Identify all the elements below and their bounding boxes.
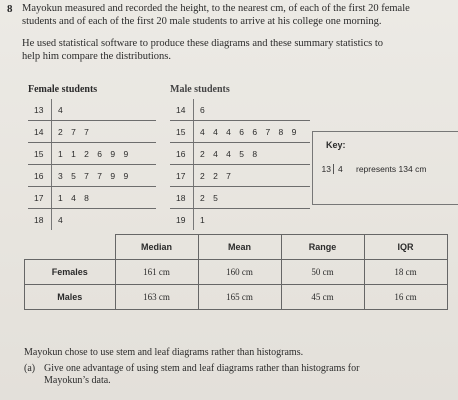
question-part-a	[24, 363, 424, 386]
male-row	[170, 121, 297, 142]
table-header-row	[25, 235, 448, 260]
male-row	[170, 99, 205, 120]
female-row	[28, 99, 63, 120]
stem: 16	[170, 143, 194, 164]
stem: 14	[170, 99, 194, 120]
stem: 13	[28, 99, 52, 120]
key-box	[312, 131, 458, 205]
para2-line-1: He used statistical software to produce these diagrams and these summary statistics to	[22, 38, 383, 49]
leaves: 1	[200, 214, 206, 225]
intro-line-2: students and of each of the first 20 male students to arrive at his college one morning.	[22, 15, 382, 27]
row-label: Males	[25, 285, 116, 310]
column-header: Median	[115, 235, 198, 260]
female-row	[28, 209, 63, 230]
table-cell: 16 cm	[364, 285, 447, 310]
table-cell: 18 cm	[364, 260, 447, 285]
para2-line-2: help him compare the distributions.	[22, 50, 172, 62]
leaves: 2 7 7	[58, 126, 90, 137]
part-a-line-2: Mayokun’s data.	[44, 374, 111, 386]
leaves: 4	[58, 214, 64, 225]
stem: 15	[28, 143, 52, 164]
row-label: Females	[25, 260, 116, 285]
key-example	[317, 164, 426, 174]
table-row	[25, 285, 448, 310]
question-para-2	[22, 38, 442, 63]
stem: 16	[28, 165, 52, 186]
leaves: 2 2 7	[200, 170, 232, 181]
table-cell: 163 cm	[115, 285, 198, 310]
leaves: 3 5 7 7 9 9	[58, 170, 129, 181]
question-number: 8	[7, 3, 13, 15]
female-row	[28, 165, 129, 186]
table-cell: 160 cm	[198, 260, 281, 285]
male-row	[170, 165, 231, 186]
stem: 18	[28, 209, 52, 230]
table-corner	[25, 235, 116, 260]
table-cell: 161 cm	[115, 260, 198, 285]
part-label: (a)	[24, 363, 36, 374]
female-stem-leaf-diagram	[28, 99, 166, 229]
key-leaf: 4	[338, 164, 343, 174]
female-row	[28, 187, 89, 208]
followup-statement: Mayokun chose to use stem and leaf diagrams rather than histograms.	[24, 347, 304, 358]
stem: 14	[28, 121, 52, 142]
leaves: 4 4 4 6 6 7 8 9	[200, 126, 297, 137]
table-cell: 165 cm	[198, 285, 281, 310]
table-row	[25, 260, 448, 285]
column-header: IQR	[364, 235, 447, 260]
leaves: 4	[58, 104, 64, 115]
male-row	[170, 143, 258, 164]
stem: 17	[170, 165, 194, 186]
part-a-line-1: Give one advantage of using stem and leaf diagrams rather than histograms for	[44, 363, 360, 374]
column-header: Range	[281, 235, 364, 260]
stem: 19	[170, 209, 194, 230]
leaves: 1 1 2 6 9 9	[58, 148, 129, 159]
stem: 15	[170, 121, 194, 142]
question-intro	[22, 3, 442, 28]
leaves: 2 4 4 5 8	[200, 148, 258, 159]
stem: 17	[28, 187, 52, 208]
key-text: represents 134 cm	[356, 164, 427, 174]
female-row	[28, 143, 129, 164]
male-diagram-title: Male students	[170, 84, 230, 95]
summary-statistics-table	[24, 234, 448, 310]
leaves: 2 5	[200, 192, 219, 203]
female-row	[28, 121, 89, 142]
table-cell: 50 cm	[281, 260, 364, 285]
table-cell: 45 cm	[281, 285, 364, 310]
key-stem: 13	[317, 164, 334, 174]
male-row	[170, 209, 205, 230]
column-header: Mean	[198, 235, 281, 260]
intro-line-1: Mayokun measured and recorded the height, to the nearest cm, of each of the first 20 female	[22, 3, 410, 14]
key-title: Key:	[326, 140, 346, 150]
male-stem-leaf-diagram	[170, 99, 315, 229]
leaves: 1 4 8	[58, 192, 90, 203]
stem: 18	[170, 187, 194, 208]
leaves: 6	[200, 104, 206, 115]
female-diagram-title: Female students	[28, 84, 98, 95]
male-row	[170, 187, 218, 208]
